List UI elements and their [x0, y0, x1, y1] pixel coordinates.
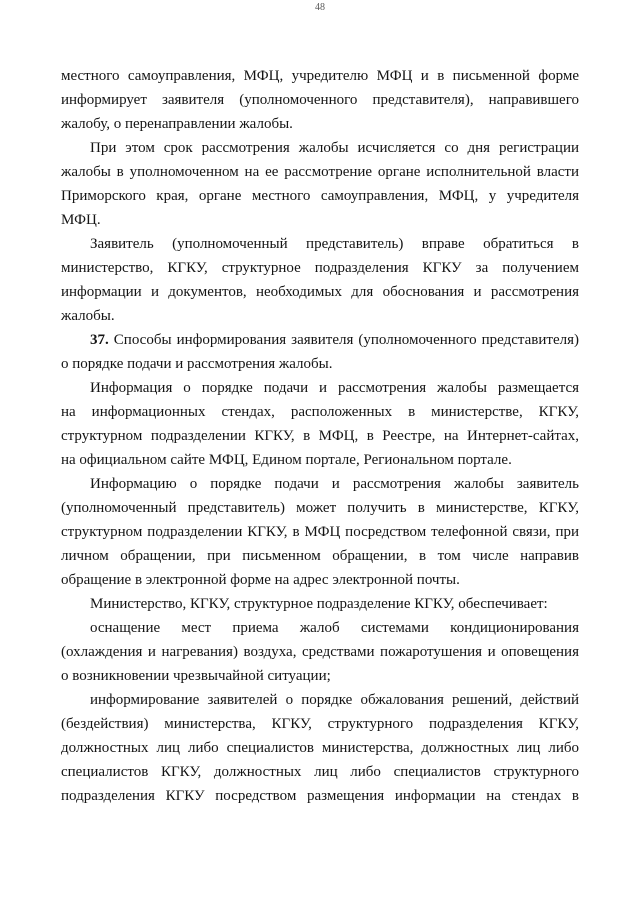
paragraph-line: жалобы. [61, 308, 115, 324]
paragraph-line: Заявитель (уполномоченный представитель) вправе обратиться в [90, 236, 579, 252]
paragraph-line: При этом срок рассмотрения жалобы исчисляется со дня регистрации [90, 140, 579, 156]
page-number: 48 [315, 2, 325, 13]
paragraph-line: (уполномоченный представитель) может получить в министерстве, КГКУ, [61, 500, 579, 516]
paragraph-line: Министерство, КГКУ, структурное подразделение КГКУ, обеспечивает: [90, 596, 548, 612]
paragraph-line: Информация о порядке подачи и рассмотрения жалобы размещается [90, 380, 579, 396]
paragraph-line: обращение в электронной форме на адрес электронной почты. [61, 572, 460, 588]
paragraph-line: личном обращении, при письменном обращении, в том числе направив [61, 548, 579, 564]
paragraph-line: на официальном сайте МФЦ, Едином портале, Региональном портале. [61, 452, 512, 468]
paragraph-line: должностных лиц либо специалистов министерства, должностных лиц либо [61, 740, 579, 756]
paragraph-line: оснащение мест приема жалоб системами кондиционирования [90, 620, 579, 636]
paragraph-review-period [61, 136, 579, 232]
paragraph-information-placement [61, 376, 579, 472]
paragraph-applicant-rights [61, 232, 579, 328]
paragraph-line: информирует заявителя (уполномоченного представителя), направившего [61, 92, 579, 108]
paragraph-line: (охлаждения и нагревания) воздуха, средствами пожаротушения и оповещения [61, 644, 579, 660]
paragraph-line: о порядке подачи и рассмотрения жалобы. [61, 356, 333, 372]
document-body [61, 64, 579, 808]
paragraph-line: специалистов КГКУ, должностных лиц либо специалистов структурного [61, 764, 579, 780]
paragraph-line: жалобу, о перенаправлении жалобы. [61, 116, 293, 132]
paragraph-line: о возникновении чрезвычайной ситуации; [61, 668, 331, 684]
paragraph-line: (бездействия) министерства, КГКУ, структурного подразделения КГКУ, [61, 716, 579, 732]
paragraph-ministry-provides [61, 592, 579, 616]
paragraph-line: подразделения КГКУ посредством размещения информации на стендах в [61, 788, 579, 804]
section-title-text: Способы информирования заявителя (уполномоченного представителя) [108, 332, 579, 348]
paragraph-redirection-notice [61, 64, 579, 136]
section-37-heading [61, 328, 579, 376]
paragraph-line: структурном подразделении КГКУ, в МФЦ посредством телефонной связи, при [61, 524, 579, 540]
paragraph-line: на информационных стендах, расположенных в министерстве, КГКУ, [61, 404, 579, 420]
paragraph-line: жалобы в уполномоченном на ее рассмотрение органе исполнительной власти [61, 164, 579, 180]
paragraph-line: Информацию о порядке подачи и рассмотрения жалобы заявитель [90, 476, 579, 492]
paragraph-line: МФЦ. [61, 212, 101, 228]
paragraph-information-channels [61, 472, 579, 592]
paragraph-line: информации и документов, необходимых для обоснования и рассмотрения [61, 284, 579, 300]
paragraph-line [61, 328, 579, 352]
paragraph-line: министерство, КГКУ, структурное подразделения КГКУ за получением [61, 260, 579, 276]
paragraph-line: местного самоуправления, МФЦ, учредителю МФЦ и в письменной форме [61, 68, 579, 84]
paragraph-line: информирование заявителей о порядке обжалования решений, действий [90, 692, 579, 708]
paragraph-equipment [61, 616, 579, 688]
paragraph-line: Приморского края, органе местного самоуправления, МФЦ, у учредителя [61, 188, 579, 204]
paragraph-line: структурном подразделении КГКУ, в МФЦ, в Реестре, на Интернет-сайтах, [61, 428, 579, 444]
section-number: 37. [90, 332, 109, 348]
paragraph-informing-applicants [61, 688, 579, 808]
